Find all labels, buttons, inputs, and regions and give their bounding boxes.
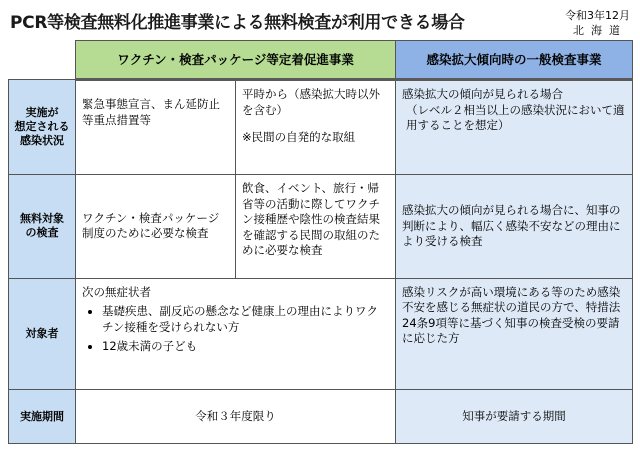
row-header-line: の検査	[25, 226, 59, 240]
cell-person-general	[396, 278, 633, 390]
cell-test-general	[396, 175, 633, 278]
list-item: • 12歳未満の子ども	[102, 339, 389, 355]
cell-note: ※民間の自発的な取組	[242, 130, 356, 145]
table-row-period	[9, 390, 633, 444]
cell-note: （レベル２相当以上の感染状況において適用することを想定）	[406, 102, 625, 133]
row-header-line: 想定される	[14, 120, 70, 134]
target-person-list	[82, 304, 389, 355]
document-date: 令和3年12月	[565, 9, 630, 22]
row-header-line: 無料対象	[20, 212, 64, 226]
row-header-situation	[9, 80, 76, 175]
prefecture-label: 北海道	[573, 24, 627, 37]
row-header-period: 実施期間	[9, 390, 76, 444]
row-header-line: 感染状況	[20, 134, 64, 148]
cell-text: 緊急事態宣言、まん延防止等重点措置等	[82, 97, 220, 127]
cell-text: 感染拡大の傾向が見られる場合	[402, 87, 564, 102]
cell-text: 感染拡大の傾向が見られる場合に、知事の判断により、幅広く感染不安などの理由により受ける検査	[402, 203, 621, 249]
cell-person-package	[76, 278, 396, 390]
row-header-target-person: 対象者	[9, 278, 76, 390]
cell-period-package: 令和３年度限り	[76, 390, 396, 444]
cell-text: 次の無症状者	[82, 284, 151, 299]
page-title: PCR等検査無料化推進事業による無料検査が利用できる場合	[10, 13, 465, 33]
cell-text: ワクチン・検査パッケージ制度のために必要な検査	[82, 210, 220, 241]
list-item: • 基礎疾患、副反応の懸念など健康上の理由によりワクチン接種を受けられない方	[102, 304, 389, 335]
cell-situation-normal	[236, 80, 396, 175]
table-row-situation	[9, 80, 633, 175]
comparison-table	[8, 40, 633, 444]
cell-text: 感染リスクが高い環境にある等のため感染不安を感じる無症状の道民の方で、特措法24条9項等に基づく知事の検査受検の要請に応じた方	[402, 284, 621, 346]
cell-situation-emergency	[76, 80, 236, 175]
cell-text: 平時から（感染拡大時以外を含む）	[242, 87, 380, 117]
table-header-row	[9, 41, 633, 80]
cell-test-private	[236, 175, 396, 278]
cell-text: 飲食、イベント、旅行・帰省等の活動に際してワクチン接種歴や陰性の検査結果を確認する民間の取組のために必要な検査	[242, 181, 380, 258]
cell-period-general: 知事が要請する期間	[396, 390, 633, 444]
row-header-target-test	[9, 175, 76, 278]
table-row-target-person	[9, 278, 633, 390]
column-header-general-testing: 感染拡大傾向時の一般検査事業	[396, 41, 633, 80]
cell-situation-general	[396, 80, 633, 175]
cell-test-package	[76, 175, 236, 278]
header-blank-cell	[9, 41, 76, 80]
table-row-target-test	[9, 175, 633, 278]
row-header-line: 実施が	[25, 106, 59, 120]
column-header-vaccine-package: ワクチン・検査パッケージ等定着促進事業	[76, 41, 396, 80]
document-meta	[565, 8, 630, 38]
